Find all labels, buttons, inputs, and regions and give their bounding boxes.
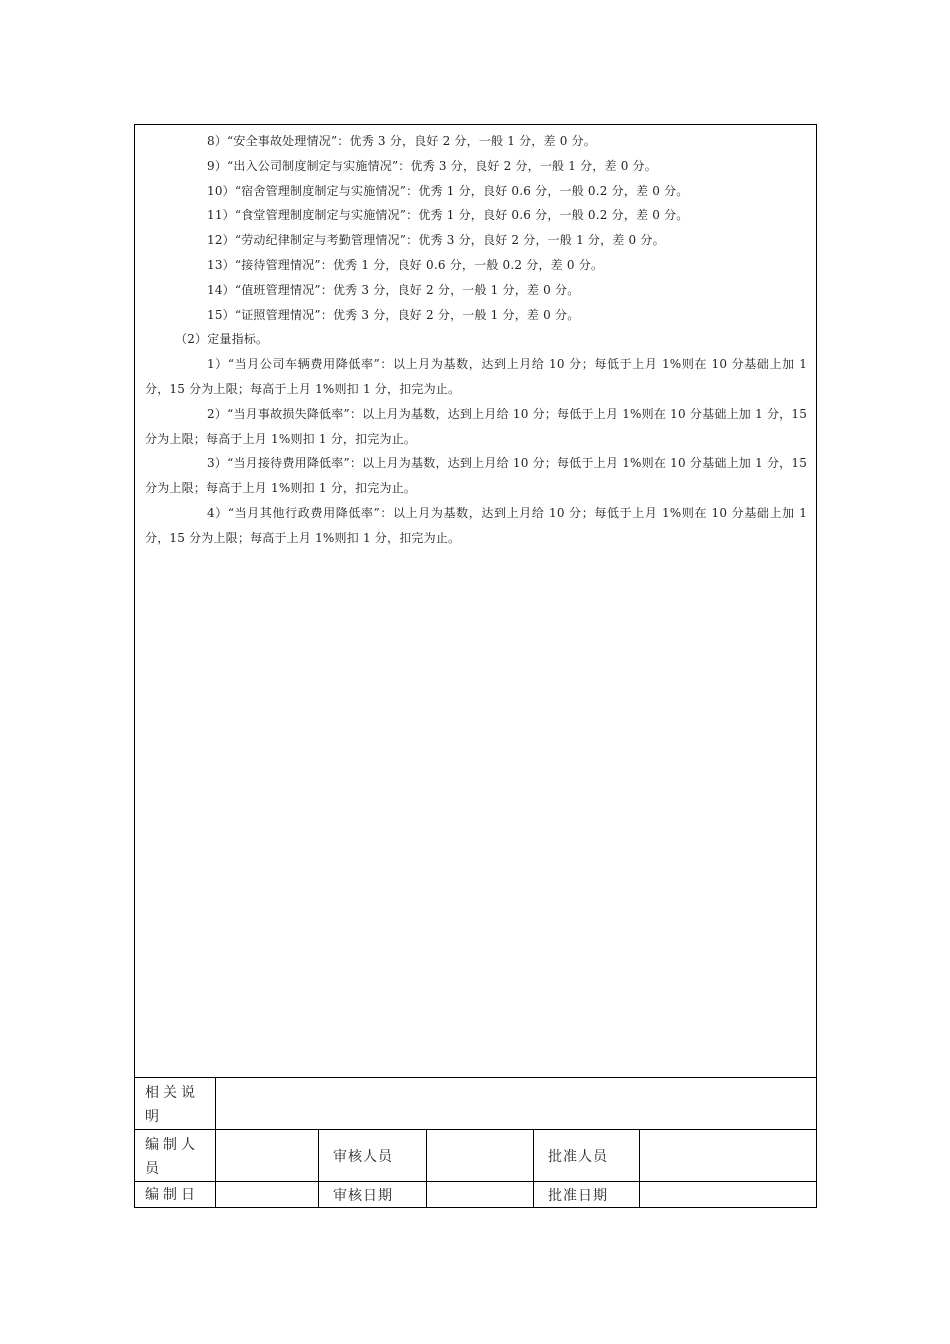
reviewed-by-value[interactable]: [427, 1130, 534, 1182]
quantitative-item: 2）“当月事故损失降低率”：以上月为基数，达到上月给 10 分；每低于上月 1%则在 10 分基础上加 1 分，15 分为上限；每高于上月 1%则扣 1 分，扣完为止。: [145, 406, 808, 446]
approved-date-label: 批准日期: [534, 1182, 640, 1208]
reviewed-date-value[interactable]: [427, 1182, 534, 1208]
document-table: [134, 124, 817, 1208]
reviewed-date-label: 审核日期: [319, 1182, 427, 1208]
prepared-date-label: 编制日: [135, 1182, 216, 1208]
reviewed-by-label: 审核人员: [319, 1130, 427, 1182]
content-cell: [135, 125, 817, 1078]
evaluation-item: 9）“出入公司制度制定与实施情况”：优秀 3 分，良好 2 分，一般 1 分，差 0 分。: [207, 158, 657, 173]
content-body: [135, 125, 816, 551]
approved-by-label: 批准人员: [534, 1130, 640, 1182]
evaluation-item: 13）“接待管理情况”：优秀 1 分，良好 0.6 分，一般 0.2 分，差 0 分。: [207, 257, 604, 272]
evaluation-item: 10）“宿舍管理制度制定与实施情况”：优秀 1 分，良好 0.6 分，一般 0.2 分，差 0 分。: [207, 183, 689, 198]
quantitative-heading: （2）定量指标。: [175, 332, 269, 347]
quantitative-item: 1）“当月公司车辆费用降低率”：以上月为基数，达到上月给 10 分；每低于上月 1%则在 10 分基础上加 1 分，15 分为上限；每高于上月 1%则扣 1 分，扣完为止。: [145, 357, 808, 396]
prepared-by-value[interactable]: [216, 1130, 319, 1182]
evaluation-item: 12）“劳动纪律制定与考勤管理情况”：优秀 3 分，良好 2 分，一般 1 分，差 0 分。: [207, 233, 665, 248]
related-notes-value[interactable]: [216, 1078, 817, 1130]
evaluation-item: 8）“安全事故处理情况”：优秀 3 分，良好 2 分，一般 1 分，差 0 分。: [207, 134, 596, 148]
prepared-date-value[interactable]: [216, 1182, 319, 1208]
evaluation-item: 15）“证照管理情况”：优秀 3 分，良好 2 分，一般 1 分，差 0 分。: [207, 307, 580, 322]
approved-date-value[interactable]: [640, 1182, 817, 1208]
related-notes-label: 相关说明: [135, 1078, 216, 1130]
evaluation-item: 14）“值班管理情况”：优秀 3 分，良好 2 分，一般 1 分，差 0 分。: [207, 282, 580, 297]
approved-by-value[interactable]: [640, 1130, 817, 1182]
evaluation-item: 11）“食堂管理制度制定与实施情况”：优秀 1 分，良好 0.6 分，一般 0.2 分，差 0 分。: [207, 208, 689, 223]
prepared-by-label: 编制人员: [135, 1130, 216, 1182]
quantitative-item: 4）“当月其他行政费用降低率”：以上月为基数，达到上月给 10 分；每低于上月 1%则在 10 分基础上加 1 分，15 分为上限；每高于上月 1%则扣 1 分，扣完为止。: [145, 505, 808, 545]
quantitative-item: 3）“当月接待费用降低率”：以上月为基数，达到上月给 10 分；每低于上月 1%则在 10 分基础上加 1 分，15 分为上限；每高于上月 1%则扣 1 分，扣完为止。: [145, 456, 808, 496]
